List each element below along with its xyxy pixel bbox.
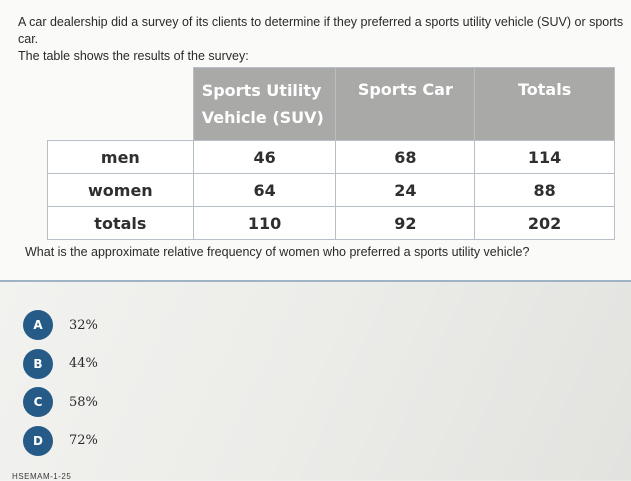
choice-text[interactable]: 58% <box>69 394 98 410</box>
table-header-row <box>48 68 615 141</box>
header-suv-line-2: Vehicle (SUV) <box>201 108 324 127</box>
intro-line-2: The table shows the results of the survey: <box>18 49 249 63</box>
cell-suv: 46 <box>193 141 336 174</box>
header-suv <box>193 68 336 141</box>
row-label: men <box>48 141 194 174</box>
choice-letter-badge[interactable]: C <box>23 387 53 417</box>
table-corner-cell <box>48 68 194 141</box>
survey-table <box>47 67 615 240</box>
question-text: What is the approximate relative frequency of women who preferred a sports utility vehicle? <box>25 245 530 259</box>
choice-c[interactable] <box>23 387 98 417</box>
cell-sports-car: 24 <box>336 174 475 207</box>
row-label: totals <box>48 207 194 240</box>
choice-letter-badge[interactable]: A <box>23 310 53 340</box>
table-row <box>48 174 615 207</box>
item-code: HSEMAM-1-25 <box>12 472 72 481</box>
choice-d[interactable] <box>23 426 98 456</box>
cell-sports-car: 92 <box>336 207 475 240</box>
choice-letter-badge[interactable]: D <box>23 426 53 456</box>
choice-text[interactable]: 44% <box>69 356 98 371</box>
cell-suv: 110 <box>193 207 336 240</box>
table-row <box>48 207 615 240</box>
choice-b[interactable] <box>23 349 98 379</box>
header-suv-line-1: Sports Utility <box>201 81 322 100</box>
header-totals: Totals <box>475 68 615 141</box>
table-row <box>48 141 615 174</box>
cell-total: 88 <box>475 174 615 207</box>
intro-text <box>18 14 628 65</box>
choice-text[interactable]: 32% <box>69 317 98 333</box>
answer-choices <box>23 310 98 464</box>
choice-text[interactable]: 72% <box>69 433 98 448</box>
row-label: women <box>48 174 194 207</box>
choice-letter-badge[interactable]: B <box>23 349 53 379</box>
intro-line-1: A car dealership did a survey of its clients to determine if they preferred a sports utility vehicle (SUV) or sports car. <box>18 15 624 46</box>
cell-suv: 64 <box>193 174 336 207</box>
header-sports-car: Sports Car <box>336 68 475 141</box>
choice-a[interactable] <box>23 310 98 340</box>
cell-total: 114 <box>475 141 615 174</box>
cell-total: 202 <box>475 207 615 240</box>
cell-sports-car: 68 <box>336 141 475 174</box>
